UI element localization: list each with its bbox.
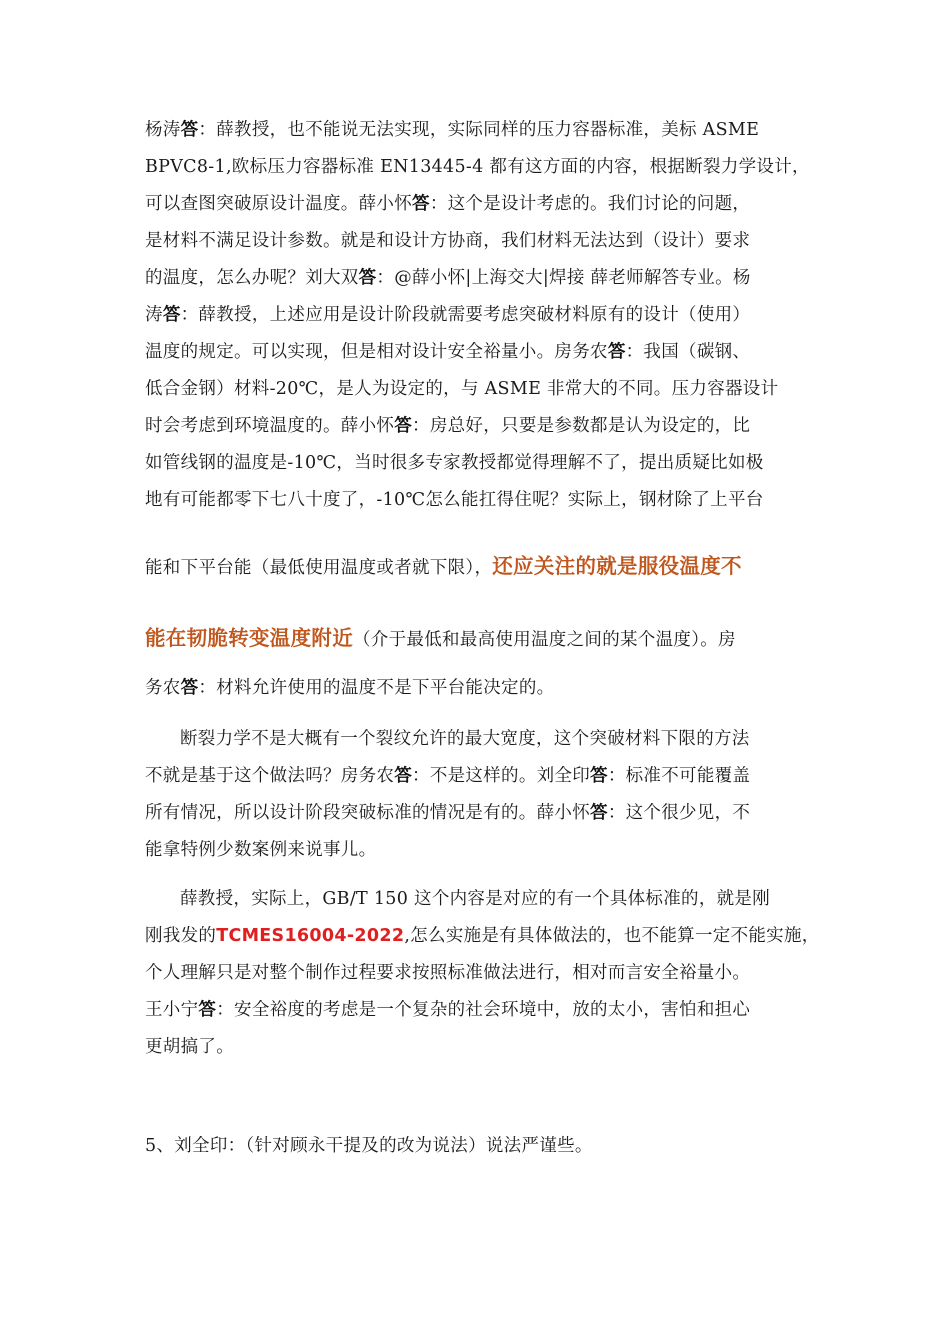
p1-line-6: 涛答：薛教授，上述应用是设计阶段就需要考虑突破材料原有的设计（使用） [145, 305, 751, 325]
p1-line-11: 地有可能都零下七八十度了，-10℃怎么能扛得住呢？实际上，钢材除了上平台 [145, 490, 764, 510]
highlight-text: 还应关注的就是服役温度不 [492, 554, 742, 578]
p1-line-7: 温度的规定。可以实现，但是相对设计安全裕量小。房务农答：我国（碳钢、 [145, 342, 751, 362]
p1-line-9: 时会考虑到环境温度的。薛小怀答：房总好，只要是参数都是认为设定的，比 [145, 416, 751, 436]
p1-line-14: 务农答：材料允许使用的温度不是下平台能决定的。 [145, 678, 555, 698]
highlight-text: 能在韧脆转变温度附近 [145, 626, 353, 650]
p1-line-1: 杨涛答：薛教授，也不能说无法实现，实际同样的压力容器标准，美标 ASME [145, 120, 760, 140]
p1-line-12: 能和下平台能（最低使用温度或者就下限），还应关注的就是服役温度不 [145, 554, 742, 578]
p2-line-3: 所有情况，所以设计阶段突破标准的情况是有的。薛小怀答：这个很少见，不 [145, 803, 751, 823]
p3-line-2: 刚我发的TCMES16004-2022,怎么实施是有具体做法的，也不能算一定不能实施， [145, 926, 820, 946]
standard-code: TCMES16004-2022 [216, 926, 405, 946]
p1-line-8: 低合金钢）材料-20℃，是人为设定的，与 ASME 非常大的不同。压力容器设计 [145, 379, 779, 399]
p2-line-1: 断裂力学不是大概有一个裂纹允许的最大宽度，这个突破材料下限的方法 [180, 729, 750, 749]
p2-line-4: 能拿特例少数案例来说事儿。 [145, 840, 377, 860]
p2-line-2: 不就是基于这个做法吗？房务农答：不是这样的。刘全印答：标准不可能覆盖 [145, 766, 751, 786]
p3-line-1: 薛教授，实际上，GB/T 150 这个内容是对应的有一个具体标准的，就是刚 [180, 889, 771, 909]
p3-line-4: 王小宁答：安全裕度的考虑是一个复杂的社会环境中，放的太小，害怕和担心 [145, 1000, 751, 1020]
item-5: 5、刘全印：（针对顾永干提及的改为说法）说法严谨些。 [145, 1136, 593, 1156]
p1-line-4: 是材料不满足设计参数。就是和设计方协商，我们材料无法达到（设计）要求 [145, 231, 751, 251]
p1-line-5: 的温度，怎么办呢？刘大双答：@薛小怀|上海交大|焊接 薛老师解答专业。杨 [145, 268, 751, 288]
p1-line-2: BPVC8-1,欧标压力容器标准 EN13445-4 都有这方面的内容，根据断裂力学设计， [145, 157, 810, 177]
p1-line-10: 如管线钢的温度是-10℃，当时很多专家教授都觉得理解不了，提出质疑比如极 [145, 453, 764, 473]
p1-line-13: 能在韧脆转变温度附近（介于最低和最高使用温度之间的某个温度）。房 [145, 626, 736, 650]
p3-line-5: 更胡搞了。 [145, 1037, 234, 1057]
p1-line-3: 可以查图突破原设计温度。薛小怀答：这个是设计考虑的。我们讨论的问题， [145, 194, 751, 214]
p3-line-3: 个人理解只是对整个制作过程要求按照标准做法进行，相对而言安全裕量小。 [145, 963, 751, 983]
